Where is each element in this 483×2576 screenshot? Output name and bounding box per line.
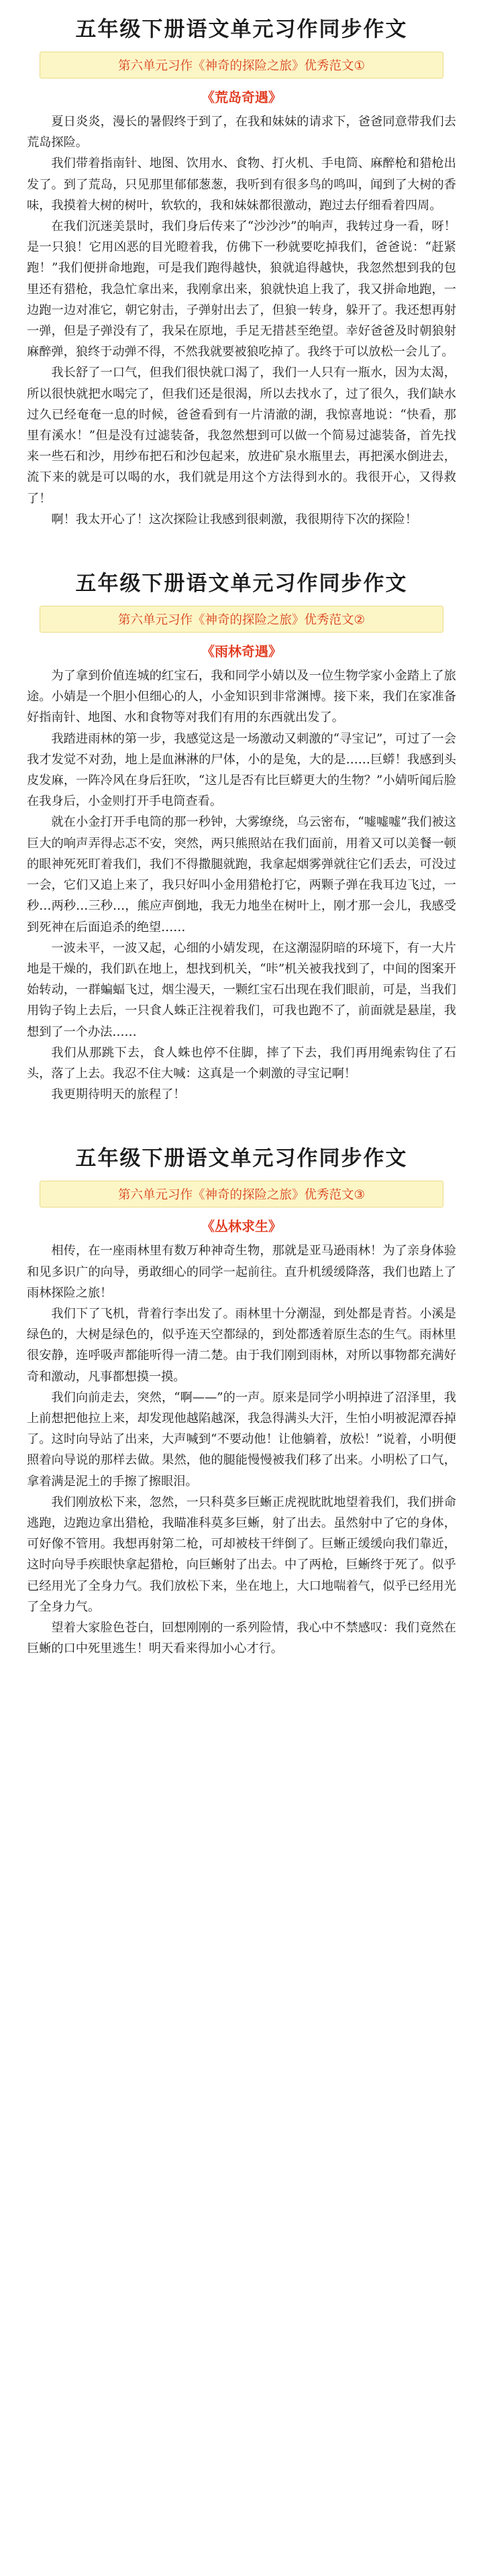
paragraph: 相传，在一座雨林里有数万种神奇生物，那就是亚马逊雨林！为了亲身体验和见多识广的向导，勇敢细心的同学一起前往。直升机缓缓降落，我们也踏上了雨林探险之旅！ [27,1244,456,1300]
paragraph: 为了拿到价值连城的红宝石，我和同学小婧以及一位生物学家小金踏上了旅途。小婧是一个胆小但细心的人，小金知识到非常渊博。接下来，我们在家准备好指南针、地图、水和食物等对我们有用的东西就出发了。 [27,669,456,725]
paragraph: 在我们沉迷美景时，我们身后传来了“沙沙沙”的响声，我转过身一看，呀！是一只狼！它用凶恶的目光瞪着我，仿佛下一秒就要吃掉我们，爸爸说：“赶紧跑！”我们便拼命地跑，可是我们跑得越快，狼就追得越快，我忽然想到我的包里还有猎枪，我急忙拿出来，我刚拿出来，狼就快追上我了，我又拼命地跑，一边跑一边对准它，朝它射击，子弹射出去了，但狼一转身，躲开了。我还想再射一弹，但是子弹没有了，我呆在原地，手足无措甚至绝望。幸好爸爸及时朝狼射麻醉弹，狼终于动弹不得，不然我就要被狼吃掉了。我终于可以放松一会儿了。 [27,219,456,360]
essay-title: 五年级下册语文单元习作同步作文 [75,572,408,596]
paragraph: 就在小金打开手电筒的那一秒钟，大雾缭绕，乌云密布，“嘘嘘嘘”我们被这巨大的响声弄得忐忑不安，突然，两只熊照站在我们面前，用着又可以美餐一顿的眼神死死盯着我们，我们不得撒腿就跑，我拿起烟雾弹就往它们丢去，可没过一会，它们又追上来了，我只好叫小金用猎枪打它，两颗子弹在我耳边飞过，一秒…两秒…三秒…，熊应声倒地，我无力地坐在树叶上，刚才那一会儿，我感受到死神在后面追杀的绝望…… [27,815,456,934]
essay-1 [0,12,483,530]
paragraph: 我们向前走去，突然，“啊——”的一声。原来是同学小明掉进了沼泽里，我上前想把他拉上来，却发现他越陷越深，我急得满头大汗，生怕小明被泥潭吞掉了。这时向导站了出来，大声喊到“不要动他！让他躺着，放松！”说着，小明便照着向导说的那样去做。果然，他的腿能慢慢被我们移了出来。小明松了口气，拿着满是泥土的手擦了擦眼泪。 [27,1390,456,1489]
unit-banner: 第六单元习作《神奇的探险之旅》优秀范文① [40,52,443,78]
paragraph: 我更期待明天的旅程了！ [51,1087,186,1102]
essay-subtitle: 《丛林求生》 [201,1218,282,1235]
essay-title: 五年级下册语文单元习作同步作文 [75,1146,408,1171]
essay-3 [0,1141,483,1659]
unit-banner: 第六单元习作《神奇的探险之旅》优秀范文③ [40,1181,443,1208]
paragraph: 我踏进雨林的第一步，我感觉这是一场激动又刺激的“寻宝记”，可过了一会我才发觉不对劲，地上是血淋淋的尸体，小的是兔，大的是……巨蟒！我感到头皮发麻，一阵冷风在身后狂吹，“这儿是否有比巨蟒更大的生物？”小婧听闻后脸在我身后，小金则打开手电筒查看。 [27,731,456,809]
paragraph: 我们下了飞机，背着行李出发了。雨林里十分潮湿，到处都是青苔。小溪是绿色的，大树是绿色的，似乎连天空都绿的，到处都透着原生态的生气。雨林里很安静，连呼吸声都能听得一清二楚。由于我们刚到雨林，对所以事物都充满好奇和激动，凡事都想摸一摸。 [27,1306,456,1384]
paragraph: 啊！我太开心了！这次探险让我感到很刺激，我很期待下次的探险！ [51,512,418,527]
paragraph: 我们带着指南针、地图、饮用水、食物、打火机、手电筒、麻醉枪和猎枪出发了。到了荒岛，只见那里郁郁葱葱，我听到有很多鸟的鸣叫，闻到了大树的香味，我摸着大树的树叶，软软的，我和妹妹都很激动，跑过去仔细看着四周。 [27,156,456,213]
essay-2 [0,566,483,1105]
essay-title: 五年级下册语文单元习作同步作文 [75,17,408,42]
paragraph: 我们从那跳下去，食人蛛也停不住脚，摔了下去，我们再用绳索钩住了石头，落了上去。我忍不住大喊：这真是一个刺激的寻宝记啊！ [27,1045,456,1081]
paragraph: 夏日炎炎，漫长的暑假终于到了，在我和妹妹的请求下，爸爸同意带我们去荒岛探险。 [27,115,456,150]
unit-banner: 第六单元习作《神奇的探险之旅》优秀范文② [40,606,443,633]
essay-subtitle: 《荒岛奇遇》 [201,89,282,105]
paragraph: 望着大家脸色苍白，回想刚刚的一系列险情，我心中不禁感叹：我们竟然在巨蜥的口中死里逃生！明天看来得加小心才行。 [27,1620,456,1656]
paragraph: 我们刚放松下来，忽然，一只科莫多巨蜥正虎视眈眈地望着我们，我们拼命逃跑，边跑边拿出猎枪，我瞄准科莫多巨蜥，射了出去。虽然射中了它的身体，可好像不管用。我想再射第二枪，可却被枝干绊倒了。巨蜥正缓缓向我们靠近，这时向导手疾眼快拿起猎枪，向巨蜥射了出去。中了两枪，巨蜥终于死了。似乎已经用光了全身力气。我们放松下来，坐在地上，大口地喘着气，似乎已经用光了全身力气。 [27,1495,456,1614]
paragraph: 一波未平，一波又起，心细的小婧发现，在这潮湿阴暗的环境下，有一大片地是干燥的，我们趴在地上，想找到机关，“咔”机关被我找到了，中间的图案开始转动，一群蝙蝠飞过，烟尘漫天，一颗红宝石出现在我们眼前，可是，当我们用钩子钩上去后，一只食人蛛正注视着我们，可我也跑不了，前面就是悬崖，我想到了一个办法…… [27,941,456,1039]
paragraph: 我长舒了一口气，但我们很快就口渴了，我们一人只有一瓶水，因为太渴，所以很快就把水喝完了，但我们还是很渴，所以去找水了，过了很久，我们缺水过久已经奄奄一息的时候，爸爸看到有一片清澈的湖，我惊喜地说：“快看，那里有溪水！”但是没有过滤装备，我忽然想到可以做一个简易过滤装备，首先找来一些石和沙，用纱布把石和沙包起来，放进矿泉水瓶里去，再把溪水倒进去，流下来的就是可以喝的水，我们就是用这个方法得到水的。我很开心，又得救了！ [27,366,456,506]
essay-subtitle: 《雨林奇遇》 [201,643,282,660]
